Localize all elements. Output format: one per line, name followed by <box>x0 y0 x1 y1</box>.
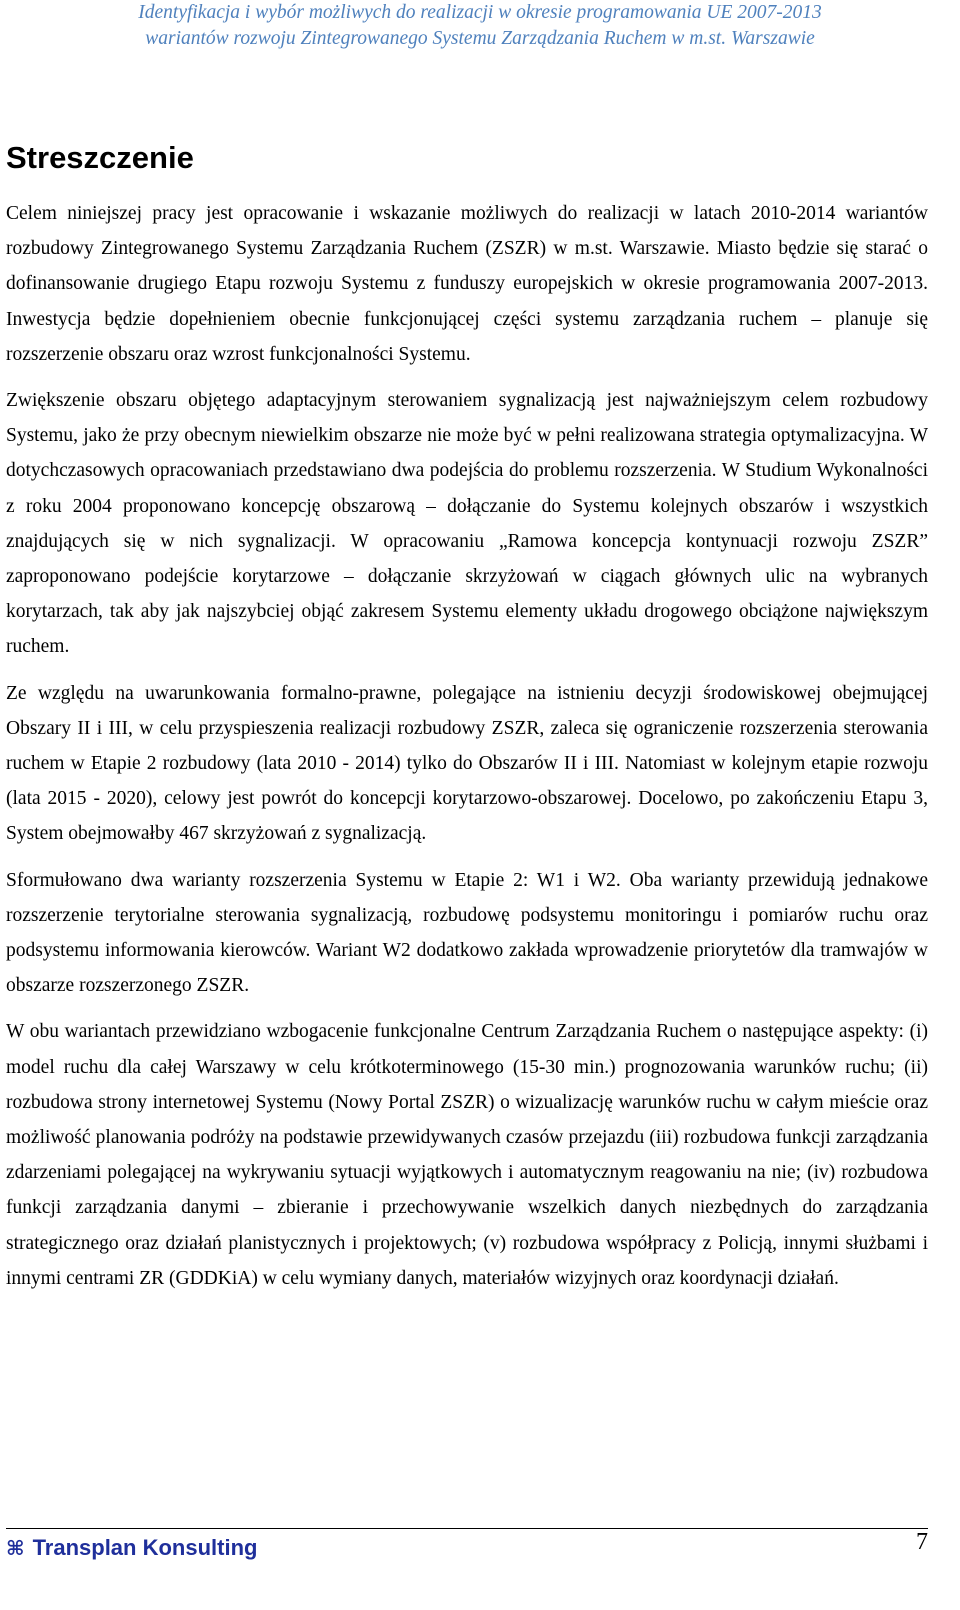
section-title: Streszczenie <box>6 140 194 175</box>
page-number: 7 <box>916 1529 928 1555</box>
paragraph-1: Celem niniejszej pracy jest opracowanie i wskazanie możliwych do realizacji w latach 2010-2014 wariantów rozbudowy Zintegrowanego Systemu Zarządzania Ruchem (ZSZR) w m.st. Warszawie. Miasto będzie się starać o dofinansowanie drugiego Etapu rozwoju Systemu z funduszy europejskich w okresie programowania 2007-2013. Inwestycja będzie dopełnieniem obecnie funkcjonującej części systemu zarządzania ruchem – planuje się rozszerzenie obszaru oraz wzrost funkcjonalności Systemu. <box>6 203 928 365</box>
command-key-icon: ⌘ <box>6 1538 25 1560</box>
paragraph-3: Ze względu na uwarunkowania formalno-prawne, polegające na istnieniu decyzji środowiskowej obejmującej Obszary II i III, w celu przyspieszenia realizacji rozbudowy ZSZR, zaleca się ograniczenie rozszerzenia sterowania ruchem w Etapie 2 rozbudowy (lata 2010 - 2014) tylko do Obszarów II i III. Natomiast w kolejnym etapie rozwoju (lata 2015 - 2020), celowy jest powrót do koncepcji korytarzowo-obszarowej. Docelowo, po zakończeniu Etapu 3, System obejmowałby 467 skrzyżowań z sygnalizacją. <box>6 682 928 845</box>
brand-name: Transplan Konsulting <box>32 1535 258 1560</box>
paragraph-2: Zwiększenie obszaru objętego adaptacyjnym sterowaniem sygnalizacją jest najważniejszym celem rozbudowy Systemu, jako że przy obecnym niewielkim obszarze nie może być w pełni realizowana strategia optymalizacyjna. W dotychczasowych opracowaniach przedstawiano dwa podejścia do problemu rozszerzenia. W Studium Wykonalności z roku 2004 proponowano koncepcję obszarową – dołączanie do Systemu kolejnych obszarów i wszystkich znajdujących się w nich sygnalizacji. W opracowaniu „Ramowa koncepcja kontynuacji rozwoju ZSZR” zaproponowano podejście korytarzowe – dołączanie skrzyżowań w ciągach głównych ulic na wybranych korytarzach, tak aby jak najszybciej objąć zakresem Systemu elementy układu drogowego obciążone największym ruchem. <box>6 390 928 658</box>
footer-brand <box>6 1533 257 1564</box>
body-text <box>6 196 928 1307</box>
header-line-2: wariantów rozwoju Zintegrowanego Systemu Zarządzania Ruchem w m.st. Warszawie <box>145 28 815 49</box>
paragraph-5: W obu wariantach przewidziano wzbogacenie funkcjonalne Centrum Zarządzania Ruchem o następujące aspekty: (i) model ruchu dla całej Warszawy w celu krótkoterminowego (15-30 min.) prognozowania warunków ruchu; (ii) rozbudowa strony internetowej Systemu (Nowy Portal ZSZR) o wizualizację warunków ruchu w całym mieście oraz możliwość planowania podróży na podstawie przewidywanych czasów przejazdu (iii) rozbudowa funkcji zarządzania zdarzeniami polegającej na wykrywaniu sytuacji wyjątkowych i automatycznym reagowaniu na nie; (iv) rozbudowa funkcji zarządzania danymi – zbieranie i przechowywanie wszelkich danych niezbędnych do zarządzania strategicznego oraz działań planistycznych i projektowych; (v) rozbudowa współpracy z Policją, innymi służbami i innymi centrami ZR (GDDKiA) w celu wymiany danych, materiałów wizyjnych oraz koordynacji działań. <box>6 1021 928 1289</box>
paragraph-4: Sformułowano dwa warianty rozszerzenia Systemu w Etapie 2: W1 i W2. Oba warianty przewidują jednakowe rozszerzenie terytorialne sterowania sygnalizacją, rozbudowę podsystemu monitoringu i pomiarów ruchu oraz podsystemu informowania kierowców. Wariant W2 dodatkowo zakłada wprowadzenie priorytetów dla tramwajów w obszarze rozszerzonego ZSZR. <box>6 869 928 997</box>
header-line-1: Identyfikacja i wybór możliwych do realizacji w okresie programowania UE 2007-2013 <box>138 2 822 23</box>
running-header <box>0 0 960 52</box>
footer-divider <box>6 1528 928 1529</box>
